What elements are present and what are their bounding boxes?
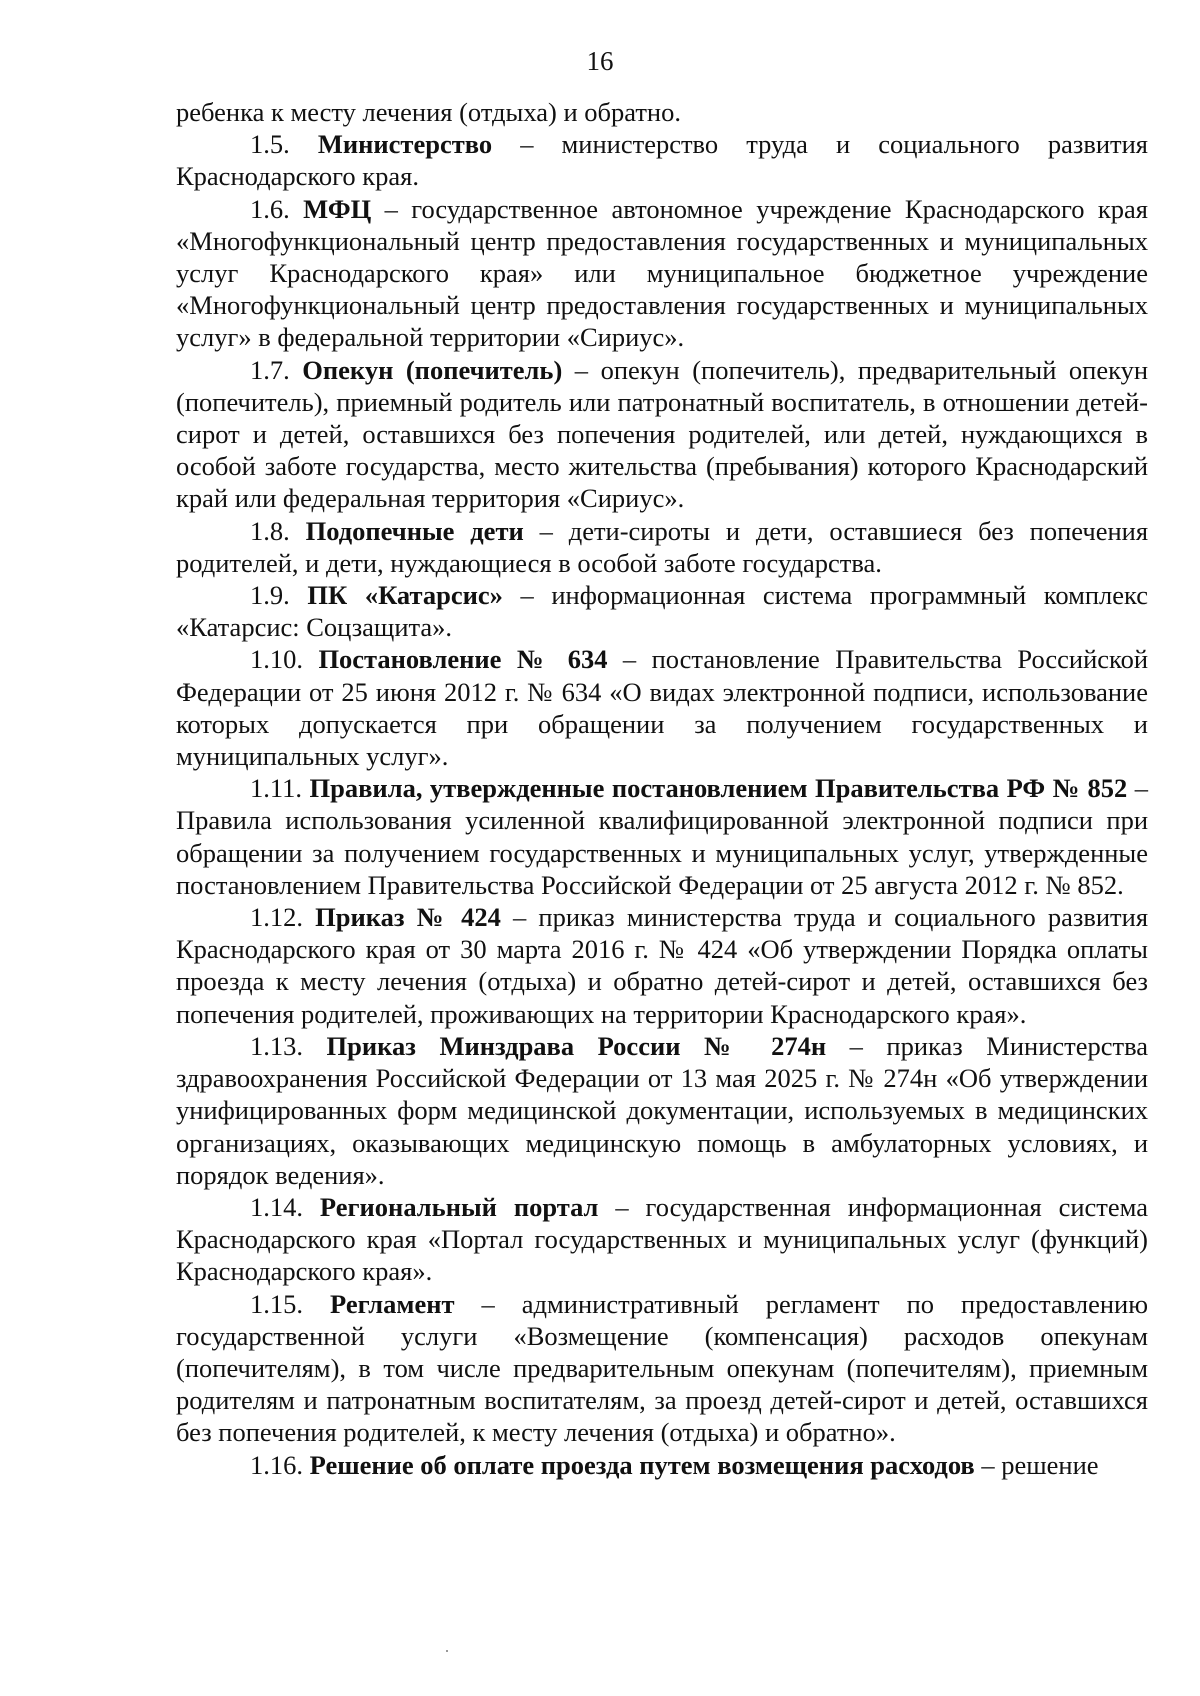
item-number: 1.13. [250,1030,303,1061]
item-term: Подопечные дети [305,515,524,546]
item-number: 1.7. [250,354,290,385]
continued-paragraph: ребенка к месту лечения (отдыха) и обратно. [176,97,681,127]
item-number: 1.15. [250,1288,303,1319]
item-text: – государственное автономное учреждение Краснодарского края «Многофункциональный центр предоставления государственных и муниципальных услуг Краснодарского края» или муниципальное бюджетное учреждение «Многофункциональный центр предоставления государственных и муниципальных услуг» в федеральной территории «Сириус». [176,193,1148,353]
item-text: – дети-сироты и дети, оставшиеся без попечения родителей, и дети, нуждающиеся в особой заботе государства. [176,515,1149,578]
item-number: 1.5. [250,129,290,160]
item-number: 1.8. [250,515,290,546]
item-text: – приказ министерства труда и социального развития Краснодарского края от 30 марта 2016 г. № 424 «Об утверждении Порядка оплаты проезда к месту лечения (отдыха) и обратно детей-сирот и детей, оставшихся без попечения родителей, проживающих на территории Краснодарского края». [176,902,1149,1029]
item-text: – государственная информационная система Краснодарского края «Портал государственных и муниципальных услуг (функций) Краснодарского края». [176,1191,1148,1287]
item-term: Региональный портал [319,1191,599,1222]
item-term: МФЦ [303,193,372,224]
definition-1-13 [176,1030,1148,1191]
definition-1-7 [176,354,1148,515]
item-number: 1.10. [250,644,303,675]
page-number: 16 [586,46,614,76]
item-term: Решение об оплате проезда путем возмещения расходов [309,1449,975,1480]
item-term: Регламент [330,1288,455,1319]
item-number: 1.6. [250,193,290,224]
item-term: Приказ Минздрава России № 274н [326,1030,827,1061]
definition-1-16 [176,1449,1148,1481]
item-number: 1.16. [250,1449,303,1480]
definition-1-6 [176,193,1148,354]
item-text: – постановление Правительства Российской Федерации от 25 июня 2012 г. № 634 «О видах электронной подписи, использование которых допускается при обращении за получением государственных и муниципальных услуг». [176,644,1149,772]
item-text: – административный регламент по предоставлению государственной услуги «Возмещение (компенсация) расходов опекунам (попечителям), в том числе предварительным опекунам (попечителям), приемным родителям и патронатным воспитателям, за проезд детей-сирот и детей, оставшихся без попечения родителей, к месту лечения (отдыха) и обратно». [176,1288,1149,1448]
definition-1-8 [176,515,1148,579]
definition-1-5 [176,128,1148,192]
definition-1-9 [176,579,1148,643]
item-term: Приказ № 424 [315,902,501,933]
item-term: Постановление № 634 [318,644,608,675]
item-term: ПК «Катарсис» [307,580,503,611]
item-text: – Правила использования усиленной квалифицированной электронной подписи при обращении за получением государственных и муниципальных услуг, утвержденные постановлением Правительства Российской Федерации от 25 августа 2012 г. № 852. [176,773,1149,900]
scan-speck [446,1650,448,1652]
definition-1-12 [176,901,1148,1030]
definition-1-10 [176,643,1148,772]
item-text: – опекун (попечитель), предварительный опекун (попечитель), приемный родитель или патронатный воспитатель, в отношении детей-сирот и детей, оставшихся без попечения родителей, или детей, нуждающихся в особой заботе государства, место жительства (пребывания) которого Краснодарский край или федеральная территория «Сириус». [176,354,1149,514]
item-term: Министерство [317,129,493,160]
item-text: – информационная система программный комплекс «Катарсис: Соцзащита». [176,580,1148,643]
item-number: 1.11. [250,773,303,804]
definition-1-14 [176,1191,1148,1288]
item-text: – министерство труда и социального развития Краснодарского края. [176,129,1148,192]
item-term: Опекун (попечитель) [302,354,563,385]
document-body [176,96,1148,1481]
item-number: 1.14. [250,1191,303,1222]
item-text: – приказ Министерства здравоохранения Российской Федерации от 13 мая 2025 г. № 274н «Об утверждении унифицированных форм медицинской документации, используемых в медицинских организациях, оказывающих медицинскую помощь в амбулаторных условиях, и порядок ведения». [176,1030,1148,1190]
item-term: Правила, утвержденные постановлением Правительства РФ № 852 [309,773,1128,804]
definition-1-11 [176,772,1148,901]
item-number: 1.9. [250,580,290,611]
item-number: 1.12. [250,902,303,933]
item-text: – решение [974,1449,1099,1480]
definition-1-15 [176,1288,1148,1449]
